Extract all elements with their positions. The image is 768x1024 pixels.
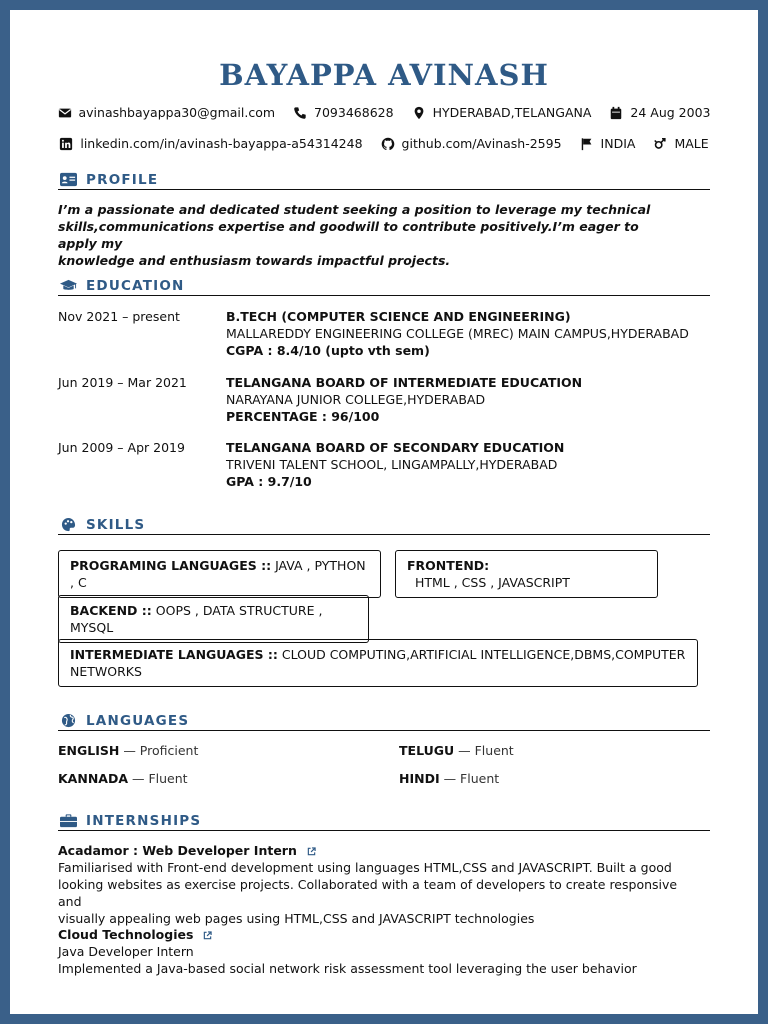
phone-text: 7093468628 [314,105,394,120]
linkedin-icon [59,137,73,151]
github-text: github.com/Avinash-2595 [401,136,562,151]
section-profile-header [58,170,710,190]
internship-line: looking websites as exercise projects. Collaborated with a team of developers to create responsive and [58,877,678,909]
skill-value: OOPS , DATA STRUCTURE , MYSQL [70,603,323,635]
map-pin-icon [412,106,426,120]
education-date: Nov 2021 – present [58,309,180,324]
education-degree: TELANGANA BOARD OF INTERMEDIATE EDUCATION [226,375,583,390]
palette-icon [59,517,77,533]
flag-icon [580,137,594,151]
id-card-icon [59,172,77,188]
internship-line: Familiarised with Front-end development using languages HTML,CSS and JAVASCRIPT. Built a good [58,860,672,875]
section-internships-header [58,811,710,831]
contact-github[interactable] [381,136,562,151]
language-level: — Fluent [454,743,514,758]
section-languages-header [58,711,710,731]
language-name: ENGLISH [58,743,120,758]
education-date: Jun 2019 – Mar 2021 [58,375,187,390]
internship-entry [58,926,698,977]
contact-linkedin[interactable] [59,136,362,151]
language-name: TELUGU [399,743,455,758]
gender-text: MALE [674,136,709,151]
contact-gender [653,136,708,151]
language-item [399,771,499,786]
language-level: — Fluent [128,771,188,786]
calendar-icon [609,106,623,120]
language-name: HINDI [399,771,440,786]
external-link-icon[interactable] [203,927,212,936]
graduation-cap-icon [59,278,77,294]
education-score: PERCENTAGE : 96/100 [226,409,380,424]
language-level: — Fluent [439,771,500,786]
skill-value: HTML , CSS , JAVASCRIPT [407,575,570,590]
internship-line: Implemented a Java-based social network risk assessment tool leveraging the user behavior [58,961,637,976]
skill-value-cont: NETWORKS [70,664,142,679]
profile-line: knowledge and enthusiasm towards impactful projects. [58,253,451,268]
location-text: HYDERABAD,TELANGANA [432,105,592,120]
skill-frontend [395,550,658,598]
skill-backend [58,595,369,643]
education-degree: B.TECH (COMPUTER SCIENCE AND ENGINEERING) [226,309,571,324]
profile-line: skills,communications expertise and goodwill to contribute positively.I’m eager to apply my [58,219,639,251]
education-date: Jun 2009 – Apr 2019 [58,440,185,455]
contact-dob [609,105,710,120]
briefcase-icon [59,813,77,829]
language-item [399,743,514,758]
section-title: LANGUAGES [86,712,190,729]
profile-line: I’m a passionate and dedicated student seeking a position to leverage my technical [58,202,651,217]
education-school: MALLAREDDY ENGINEERING COLLEGE (MREC) MAIN CAMPUS,HYDERABAD [226,326,689,341]
skill-label: INTERMEDIATE LANGUAGES :: [70,647,278,662]
contact-row-2 [10,136,758,151]
section-skills-header [58,515,710,535]
skill-label: FRONTEND: [407,558,490,573]
language-item [58,771,188,786]
contact-phone[interactable] [293,105,394,120]
education-score: GPA : 9.7/10 [226,474,312,489]
envelope-icon [58,106,72,120]
skill-label: PROGRAMING LANGUAGES :: [70,558,272,573]
language-item [58,743,198,758]
skill-programming [58,550,381,598]
contact-row-1 [10,105,758,120]
education-score: CGPA : 8.4/10 (upto vth sem) [226,343,430,358]
skill-value: JAVA , PYTHON , C [70,558,366,590]
skill-label: BACKEND :: [70,603,152,618]
country-text: INDIA [600,136,636,151]
section-title: PROFILE [86,171,159,188]
education-degree: TELANGANA BOARD OF SECONDARY EDUCATION [226,440,565,455]
contact-email[interactable] [58,105,276,120]
candidate-name: BAYAPPA AVINASH [219,58,549,92]
email-text: avinashbayappa30@gmail.com [78,105,276,120]
internship-line: visually appealing web pages using HTML,CSS and JAVASCRIPT technologies [58,911,535,926]
github-icon [381,137,395,151]
gender-icon [653,137,667,151]
education-school: NARAYANA JUNIOR COLLEGE,HYDERABAD [226,392,486,407]
language-name: KANNADA [58,771,129,786]
skill-intermediate [58,639,698,687]
internship-title: Cloud Technologies [58,927,194,942]
contact-country [580,136,636,151]
education-school: TRIVENI TALENT SCHOOL, LINGAMPALLY,HYDERABAD [226,457,558,472]
section-education-header [58,276,710,296]
section-title: SKILLS [86,516,146,533]
resume-page [10,10,758,1014]
language-level: — Proficient [119,743,199,758]
contact-location [412,105,592,120]
internship-title: Acadamor : Web Developer Intern [58,843,297,858]
internship-line: Java Developer Intern [58,944,194,959]
linkedin-text: linkedin.com/in/avinash-bayappa-a54314248 [80,136,363,151]
section-title: EDUCATION [86,277,185,294]
section-title: INTERNSHIPS [86,812,202,829]
phone-icon [293,106,307,120]
skill-value: CLOUD COMPUTING,ARTIFICIAL INTELLIGENCE,DBMS,COMPUTER [277,647,686,662]
external-link-icon[interactable] [307,843,316,852]
dob-text: 24 Aug 2003 [630,105,711,120]
profile-summary [58,201,658,269]
globe-icon [59,713,77,729]
internship-entry [58,842,698,927]
